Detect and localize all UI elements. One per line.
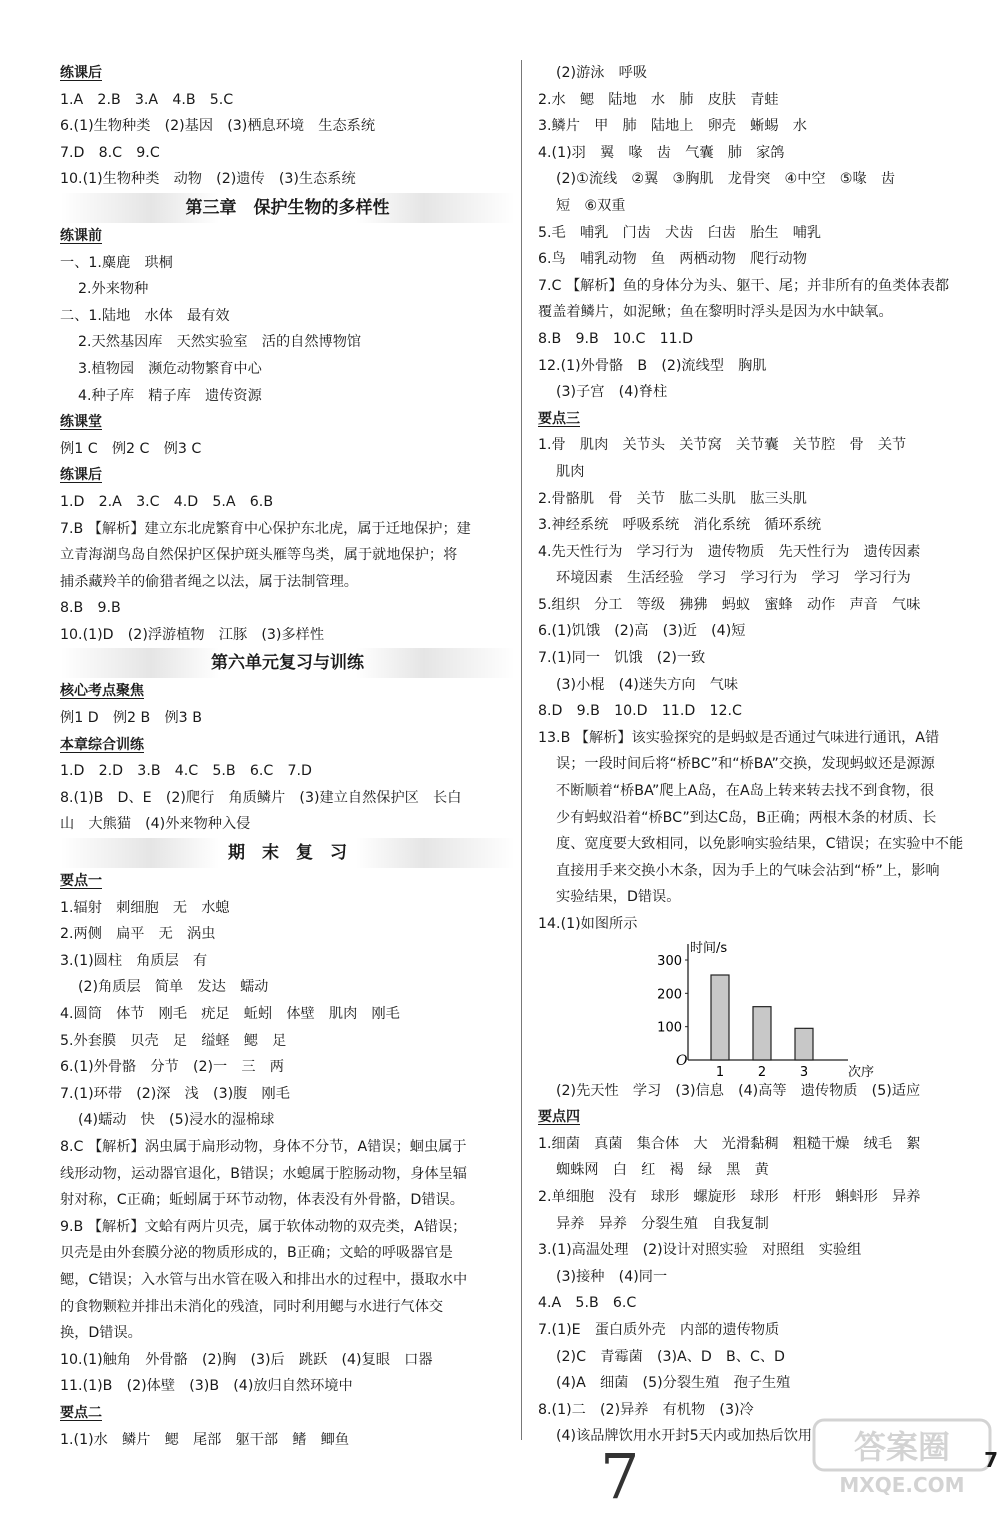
section-heading: 练课堂 <box>60 414 102 431</box>
x-tick-label: 3 <box>799 1064 809 1078</box>
svg-text:MXQE.COM: MXQE.COM <box>839 1473 965 1497</box>
section-heading: 练课后 <box>60 65 102 81</box>
answer-line: 6.(1)外骨骼 分节 (2)一 三 两 <box>60 1059 284 1076</box>
answer-line: 二、1.陆地 水体 最有效 <box>60 307 230 324</box>
answer-line: 6.鸟 哺乳动物 鱼 两栖动物 爬行动物 <box>538 251 807 268</box>
answer-line: 8.C 【解析】涡虫属于扁形动物，身体不分节，A错误；蛔虫属于 <box>60 1138 467 1155</box>
answer-line-indented: 4.种子库 精子库 遗传资源 <box>78 387 262 404</box>
origin-label: O <box>676 1052 688 1069</box>
answer-line-indented: (2)角质层 简单 发达 蠕动 <box>78 979 269 996</box>
answer-line: 3.鳞片 甲 肺 陆地上 卵壳 蜥蜴 水 <box>538 118 807 135</box>
answer-line: 8.B 9.B <box>60 600 121 617</box>
section-heading: 要点一 <box>60 873 102 890</box>
answer-line-indented: (3)子宫 (4)脊柱 <box>556 384 668 401</box>
answer-line: 2.骨骼肌 骨 关节 肱二头肌 肱三头肌 <box>538 490 807 507</box>
answer-line-indented: (4)该品牌饮用水开封5天内或加热后饮用 <box>556 1428 813 1445</box>
answer-line-indented: 2.天然基因库 天然实验室 活的自然博物馆 <box>78 334 362 351</box>
column-divider <box>521 60 522 1440</box>
answer-line: 山 大熊猫 (4)外来物种入侵 <box>60 816 251 833</box>
answer-line: 14.(1)如图所示 <box>538 916 638 932</box>
x-tick-label: 2 <box>757 1064 767 1078</box>
answer-line: 1.(1)水 鳞片 鳃 尾部 躯干部 鳍 鲫鱼 <box>60 1431 350 1448</box>
answer-line: 1.细菌 真菌 集合体 大 光滑黏稠 粗糙干燥 绒毛 絮 <box>538 1135 921 1152</box>
answer-line-indented: 误；一段时间后将“桥BC”和“桥BA”交换，发现蚂蚁还是源源 <box>556 756 935 773</box>
right-bottom-block <box>538 1078 990 1450</box>
answer-line: 10.(1)触角 外骨骼 (2)胸 (3)后 跳跃 (4)复眼 口器 <box>60 1351 433 1368</box>
section-heading: 要点二 <box>60 1404 102 1421</box>
answer-line-indented: 短 ⑥双重 <box>556 197 626 214</box>
answer-line-indented: 环境因素 生活经验 学习 学习行为 学习 学习行为 <box>556 570 911 587</box>
answer-line: 13.B 【解析】该实验探究的是蚂蚁是否通过气味进行通讯，A错 <box>538 729 940 746</box>
answer-line-indented: (3)小棍 (4)迷失方向 气味 <box>556 676 739 693</box>
answer-line-indented: 2.外来物种 <box>78 281 149 298</box>
answer-line-indented: 实验结果，D错误。 <box>556 889 681 906</box>
chapter-title: 第六单元复习与训练 <box>60 648 515 678</box>
answer-line: 10.(1)生物种类 动物 (2)遗传 (3)生态系统 <box>60 171 356 188</box>
answer-line: 覆盖着鳞片，如泥鳅；鱼在黎明时浮头是因为水中缺氧。 <box>538 304 893 321</box>
answer-line-indented: (4)A 细菌 (5)分裂生殖 孢子生殖 <box>556 1375 791 1392</box>
answer-line: 3.神经系统 呼吸系统 消化系统 循环系统 <box>538 517 822 534</box>
answer-line: 例1 D 例2 B 例3 B <box>60 710 202 727</box>
watermark-logo <box>812 1418 992 1498</box>
answer-line: 1.辐射 刺细胞 无 水螅 <box>60 899 230 916</box>
answer-line-indented: 蜘蛛网 白 红 褐 绿 黑 黄 <box>556 1162 769 1179</box>
bar <box>795 1028 813 1060</box>
answer-line: 6.(1)饥饿 (2)高 (3)近 (4)短 <box>538 623 746 640</box>
section-heading: 练课前 <box>60 227 102 244</box>
answer-line: 1.骨 肌肉 关节头 关节窝 关节囊 关节腔 骨 关节 <box>538 437 907 454</box>
answer-line-indented: (4)蠕动 快 (5)浸水的湿棉球 <box>78 1112 275 1129</box>
answer-line-indented: (3)接种 (4)同一 <box>556 1268 668 1285</box>
left-column <box>60 60 515 1453</box>
answer-line: 7.D 8.C 9.C <box>60 144 160 161</box>
section-heading: 要点四 <box>538 1109 580 1126</box>
x-tick-label: 1 <box>715 1064 725 1078</box>
answer-line: 4.A 5.B 6.C <box>538 1295 637 1312</box>
y-axis-label: 时间/s <box>690 940 728 956</box>
answer-line: 2.单细胞 没有 球形 螺旋形 球形 杆形 蝌蚪形 异养 <box>538 1188 921 1205</box>
answer-line: 7.(1)环带 (2)深 浅 (3)腹 刚毛 <box>60 1085 290 1102</box>
answer-line-indented: (2)先天性 学习 (3)信息 (4)高等 遗传物质 (5)适应 <box>556 1082 921 1099</box>
answer-line: 5.外套膜 贝壳 足 缢蛏 鳃 足 <box>60 1032 287 1049</box>
answer-line-indented: 3.植物园 濒危动物繁育中心 <box>78 360 262 377</box>
answer-line: 10.(1)D (2)浮游植物 江豚 (3)多样性 <box>60 626 325 643</box>
y-tick-label: 100 <box>657 1020 682 1036</box>
bar-chart <box>538 938 990 1078</box>
answer-line-indented: 少有蚂蚁沿着“桥BC”到达C岛，B正确；两根木条的材质、长 <box>556 809 937 826</box>
answer-line: 1.D 2.A 3.C 4.D 5.A 6.B <box>60 493 274 510</box>
answer-line: 3.(1)高温处理 (2)设计对照实验 对照组 实验组 <box>538 1242 862 1259</box>
answer-line: 2.水 鳃 陆地 水 肺 皮肤 青蛙 <box>538 91 779 108</box>
answer-line: 7.B 【解析】建立东北虎繁育中心保护东北虎，属于迁地保护；建 <box>60 520 471 537</box>
bar <box>711 975 729 1060</box>
answer-line: 4.圆筒 体节 刚毛 疣足 蚯蚓 体壁 肌肉 刚毛 <box>60 1006 400 1022</box>
answer-line: 5.组织 分工 等级 狒狒 蚂蚁 蜜蜂 动作 声音 气味 <box>538 596 921 613</box>
section-heading: 练课后 <box>60 467 102 484</box>
answer-line: 线形动物，运动器官退化，B错误；水螅属于腔肠动物，身体呈辐 <box>60 1165 467 1182</box>
answer-line-indented: (2)游泳 呼吸 <box>556 65 648 81</box>
answer-line-indented: (2)C 青霉菌 (3)A、D B、C、D <box>556 1348 785 1365</box>
answer-line: 8.B 9.B 10.C 11.D <box>538 330 694 347</box>
chart-svg <box>638 938 938 1078</box>
answer-line-indented: 异养 异养 分裂生殖 自我复制 <box>556 1215 769 1232</box>
answer-line: 8.(1)二 (2)异养 有机物 (3)冷 <box>538 1401 754 1418</box>
answer-line: 7.(1)E 蛋白质外壳 内部的遗传物质 <box>538 1321 780 1338</box>
answer-line: 5.毛 哺乳 门齿 犬齿 臼齿 胎生 哺乳 <box>538 224 822 241</box>
y-tick-label: 300 <box>657 953 682 969</box>
chapter-title: 期 末 复 习 <box>60 838 515 868</box>
answer-line: 鳃，C错误；入水管与出水管在吸入和排出水的过程中，摄取水中 <box>60 1271 468 1288</box>
answer-line-indented: 直接用手来交换小木条，因为手上的气味会沾到“桥”上，影响 <box>556 862 940 879</box>
answer-line-indented: 肌肉 <box>556 463 585 480</box>
section-heading: 核心考点聚焦 <box>60 683 144 700</box>
answer-line: 的食物颗粒并排出未消化的残渣，同时利用鳃与水进行气体交 <box>60 1298 444 1315</box>
answer-line: 11.(1)B (2)体壁 (3)B (4)放归自然环境中 <box>60 1378 353 1395</box>
answer-line: 换，D错误。 <box>60 1325 142 1342</box>
right-top-block <box>538 60 990 938</box>
answer-line: 9.B 【解析】文蛤有两片贝壳，属于软体动物的双壳类，A错误； <box>60 1218 467 1235</box>
answer-line: 4.先天性行为 学习行为 遗传物质 先天性行为 遗传因素 <box>538 543 921 560</box>
y-tick-label: 200 <box>657 986 682 1002</box>
answer-line: 捕杀藏羚羊的偷猎者绳之以法，属于法制管理。 <box>60 573 358 590</box>
answer-line-indented: 度、宽度要大致相同，以免影响实验结果，C错误；在实验中不能 <box>556 836 964 853</box>
answer-line: 一、1.麋鹿 珙桐 <box>60 254 173 271</box>
section-heading: 本章综合训练 <box>60 736 144 753</box>
page-number: 7 <box>984 1448 998 1472</box>
answer-line: 立青海湖鸟岛自然保护区保护斑头雁等鸟类，属于就地保护；将 <box>60 547 458 564</box>
answer-line: 1.D 2.D 3.B 4.C 5.B 6.C 7.D <box>60 763 312 780</box>
answer-line: 例1 C 例2 C 例3 C <box>60 440 202 457</box>
answer-line: 6.(1)生物种类 (2)基因 (3)栖息环境 生态系统 <box>60 118 376 135</box>
answer-line: 3.(1)圆柱 角质层 有 <box>60 952 208 969</box>
answer-line: 7.(1)同一 饥饿 (2)一致 <box>538 650 706 667</box>
answer-line: 8.(1)B D、E (2)爬行 角质鳞片 (3)建立自然保护区 长白 <box>60 789 462 806</box>
svg-text:答案圈: 答案圈 <box>853 1428 951 1466</box>
answer-line: 1.A 2.B 3.A 4.B 5.C <box>60 91 234 108</box>
bar <box>753 1006 771 1059</box>
chapter-title: 第三章 保护生物的多样性 <box>60 193 515 223</box>
answer-line: 2.两侧 扁平 无 涡虫 <box>60 926 216 943</box>
handwritten-seven: 7 <box>600 1440 640 1513</box>
answer-line-indented: (2)①流线 ②翼 ③胸肌 龙骨突 ④中空 ⑤喙 齿 <box>556 171 896 188</box>
answer-line: 射对称，C正确；蚯蚓属于环节动物，体表没有外骨骼，D错误。 <box>60 1192 464 1209</box>
answer-line: 4.(1)羽 翼 喙 齿 气囊 肺 家鸽 <box>538 144 785 161</box>
answer-line-indented: 不断顺着“桥BA”爬上A岛，在A岛上转来转去找不到食物，很 <box>556 783 935 800</box>
section-heading: 要点三 <box>538 410 580 427</box>
answer-line: 7.C 【解析】鱼的身体分为头、躯干、尾；并非所有的鱼类体表都 <box>538 277 950 294</box>
answer-line: 8.D 9.B 10.D 11.D 12.C <box>538 703 742 720</box>
x-axis-label: 次序 <box>848 1064 875 1078</box>
answer-line: 12.(1)外骨骼 B (2)流线型 胸肌 <box>538 357 767 374</box>
right-column <box>538 60 990 1450</box>
answer-line: 贝壳是由外套膜分泌的物质形成的，B正确；文蛤的呼吸器官是 <box>60 1245 453 1262</box>
